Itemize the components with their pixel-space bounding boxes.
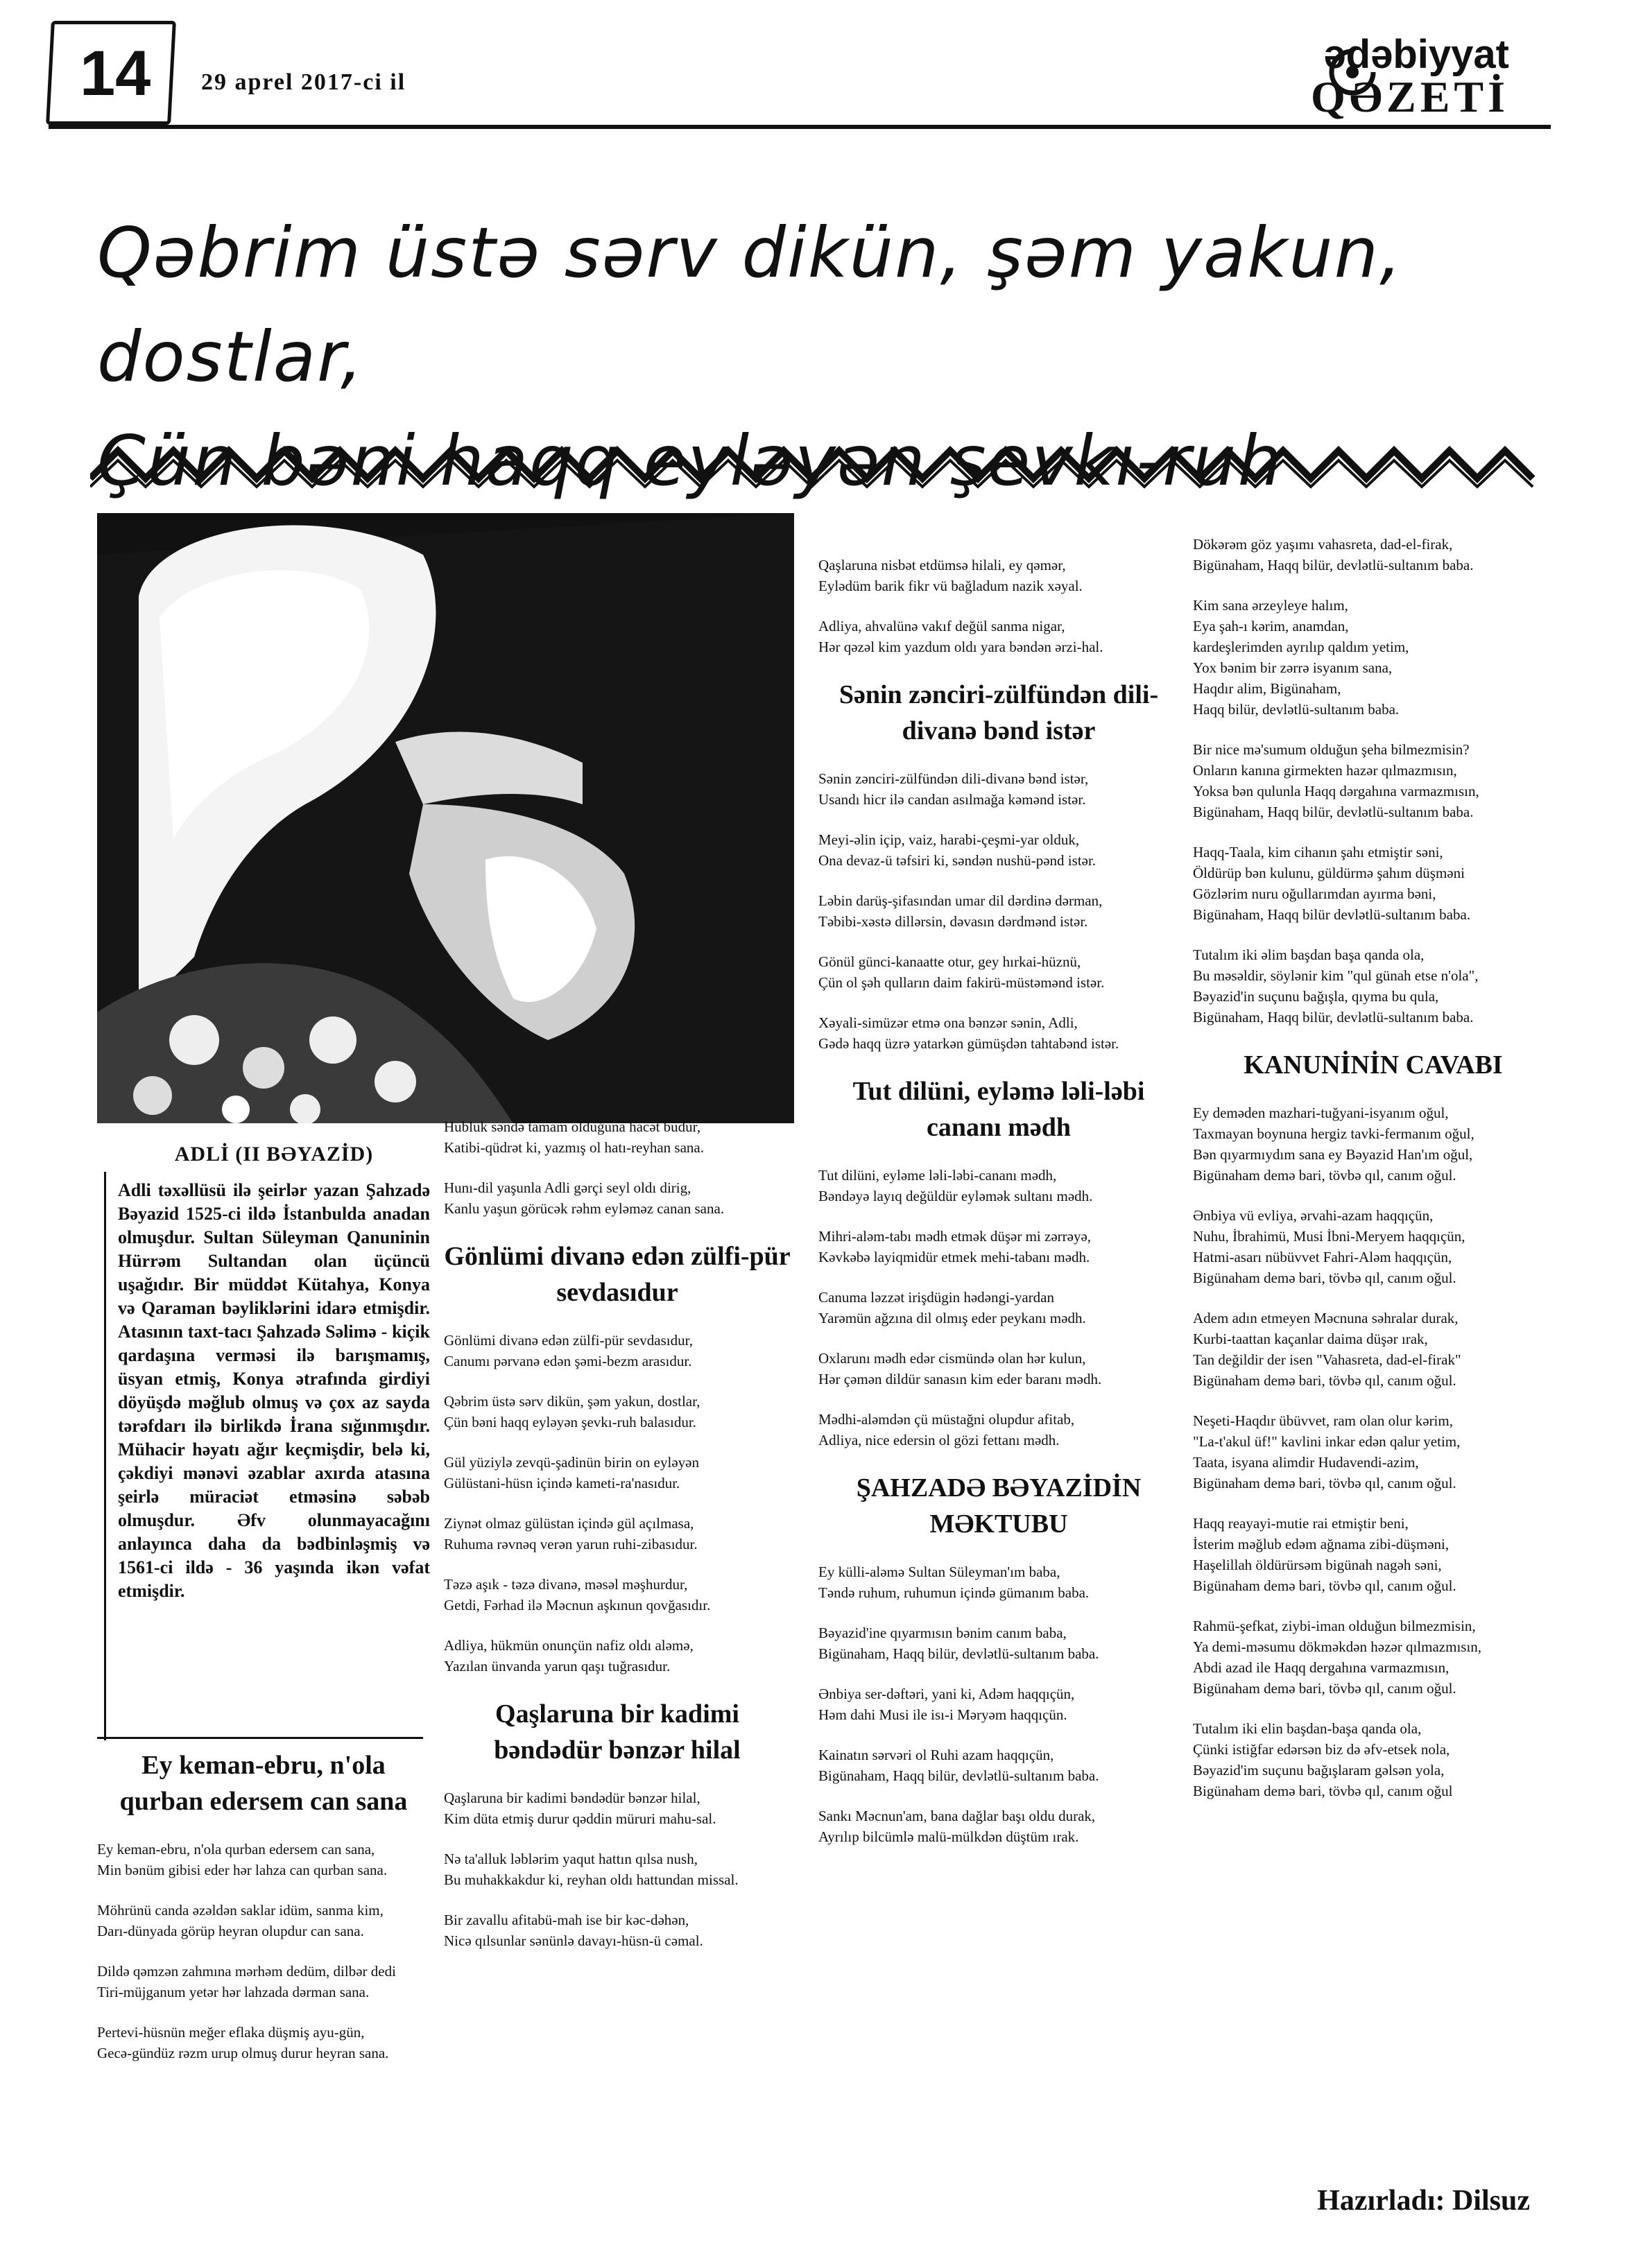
- stanza: [818, 1683, 1179, 1725]
- letter-title: ŞAHZADƏ BƏYAZİDİN MƏKTUBU: [856, 1473, 1142, 1539]
- verse-line: Gönül günci-kanaatte otur, gey hırkai-hüznü,: [818, 953, 1081, 970]
- verse-line: Çünki istiğfar edərsən biz də əfv-etsek nola,: [1193, 1741, 1450, 1758]
- poem-body: [444, 1787, 791, 1951]
- verse-line: Usandı hicr ilə candan asılmağa kəmənd istər.: [818, 791, 1086, 808]
- poem-title: Ey keman-ebru, n'ola qurban edersem can sana: [119, 1751, 408, 1816]
- poem-title: Sənin zənciri-zülfündən dili-divanə bənd istər: [839, 680, 1159, 745]
- verse-line: Tiri-müjganum yetər hər lahzada dərman sana.: [97, 1984, 370, 2000]
- verse-line: Tan değildir der isen "Vahasreta, dad-el-firak": [1193, 1351, 1461, 1368]
- verse-line: Mihri-aləm-tabı mədh etmək düşər mi zərrəyə,: [818, 1228, 1092, 1245]
- logo-line-1: ədəbiyyat: [1323, 32, 1509, 77]
- stanza: [97, 1900, 430, 1941]
- stanza: [818, 829, 1179, 871]
- verse-line: Kim sana ərzeyleye halım,: [1193, 597, 1348, 614]
- stanza: [818, 1012, 1179, 1054]
- poem-continuation: [444, 1116, 791, 1219]
- verse-line: Gecə-gündüz rəzm urup olmuş durur heyran sana.: [97, 2045, 389, 2061]
- stanza: [444, 1330, 791, 1371]
- letter-body: [818, 1561, 1179, 1847]
- verse-line: Yazılan ünvanda yarun qaşı tuğrasıdur.: [444, 1658, 671, 1674]
- verse-line: Ənbiya vü evliya, ərvahi-azam haqqıçün,: [1193, 1207, 1434, 1224]
- stanza: [818, 768, 1179, 810]
- verse-line: Min bənüm gibisi eder hər lahza can qurban sana.: [97, 1862, 388, 1878]
- verse-line: Bir nice mə'sumum olduğun şeha bilmezmisin?: [1193, 741, 1470, 758]
- verse-line: Ya demi-məsumu dökməkdən həzər qılmazmısın,: [1193, 1638, 1482, 1655]
- verse-line: Eya şah-ı kərim, anamdan,: [1193, 618, 1349, 634]
- verse-line: Adliya, nice edersin ol gözi fettanı mədh.: [818, 1432, 1060, 1448]
- verse-line: Bigünaham demə bari, tövbə qıl, canım oğul.: [1193, 1577, 1456, 1594]
- portrait-photo: [97, 513, 794, 1123]
- stanza: [1193, 842, 1554, 925]
- verse-line: Haşelillah öldürürsəm bigünah nagəh səni,: [1193, 1557, 1442, 1573]
- verse-line: Qaşlaruna nisbət etdümsə hilali, ey qəmər,: [818, 557, 1066, 573]
- poem-body: [818, 768, 1179, 1054]
- verse-line: Hubluk səndə tamam olduğuna hacət budur,: [444, 1118, 701, 1135]
- verse-line: Taata, isyana alimdir Hudavendi-azim,: [1193, 1454, 1419, 1471]
- headline-line-2: Çün bəni haqq eyləyən şevkı-ruh: [97, 420, 1284, 501]
- verse-line: Bigünaham demə bari, tövbə qıl, canım oğul.: [1193, 1270, 1456, 1286]
- stanza: [1193, 739, 1554, 822]
- bio-bottom-rule: [97, 1737, 423, 1739]
- verse-line: Haqq bilür, devlətlü-sultanım baba.: [1193, 701, 1400, 718]
- verse-line: Neşeti-Haqdır übüvvet, ram olan olur kərim,: [1193, 1412, 1453, 1429]
- verse-line: İsterim məğlub edəm ağnama zibi-düşməni,: [1193, 1536, 1450, 1552]
- verse-line: Ləbin darüş-şifasından umar dil dərdinə dərman,: [818, 892, 1103, 909]
- verse-line: Bigünaham demə bari, tövbə qıl, canım oğul.: [1193, 1475, 1456, 1491]
- verse-line: Hunı-dil yaşunla Adli gərçi seyl oldı dirig,: [444, 1179, 691, 1196]
- verse-line: Bən qıyarmıydım sana ey Bəyazid Han'ım oğul,: [1193, 1146, 1473, 1163]
- stanza: [818, 1561, 1179, 1603]
- column-2: [444, 1116, 791, 1971]
- verse-line: Bigünaham, Haqq bilür, devlətlü-sultanım baba.: [818, 1645, 1099, 1662]
- stanza: [1193, 944, 1554, 1028]
- verse-line: Ey külli-aləmə Sultan Süleyman'ım baba,: [818, 1564, 1060, 1580]
- verse-line: Haqq-Taala, kim cihanın şahı etmiştir səni,: [1193, 844, 1443, 860]
- verse-line: Gülüstani-hüsn içində kameti-ra'nasıdur.: [444, 1475, 680, 1491]
- verse-line: Taxmayan boynuna hergiz tavki-fermanım oğul,: [1193, 1125, 1474, 1142]
- stanza: [818, 1806, 1179, 1847]
- stanza: [444, 1787, 791, 1829]
- verse-line: Katibi-qüdrət ki, yazmış ol hatı-reyhan sana.: [444, 1139, 704, 1156]
- verse-line: Bigünaham demə bari, tövbə qıl, canım oğul.: [1193, 1167, 1456, 1184]
- verse-line: Gədə haqq üzrə yatarkən gümüşdən tahtabənd istər.: [818, 1035, 1119, 1052]
- verse-line: Abdi azad ile Haqq dergahına varmazmısın,: [1193, 1659, 1450, 1676]
- verse-line: Tutalım iki elin başdan-başa qanda ola,: [1193, 1720, 1422, 1737]
- page-number: 14: [80, 38, 151, 109]
- verse-line: Mədhi-aləmdən çü müstağni olupdur afitab,: [818, 1411, 1075, 1428]
- verse-line: Canuma ləzzət irişdügin hədəngi-yardan: [818, 1289, 1054, 1306]
- newspaper-logo: [1310, 32, 1509, 121]
- verse-line: Bigünaham, Haqq bilür, devlətlü-sultanım baba.: [1193, 1009, 1474, 1025]
- verse-line: Haqdır alim, Bigünaham,: [1193, 680, 1341, 697]
- stanza: [97, 1839, 430, 1880]
- stanza: [1193, 1308, 1554, 1391]
- verse-line: Gözlərim nuru oğullarımdan ayırma bəni,: [1193, 885, 1436, 902]
- stanza: [818, 1287, 1179, 1328]
- verse-line: Çün bəni haqq eyləyən şevkı-ruh balasıdur.: [444, 1414, 696, 1430]
- verse-line: Darı-dünyada görüp heyran olupdur can sana.: [97, 1923, 364, 1939]
- stanza: [444, 1910, 791, 1951]
- stanza: [818, 951, 1179, 993]
- verse-line: Bigünaham, Haqq bilür, devlətlü-sultanım baba.: [1193, 557, 1474, 573]
- verse-line: Bəyazid'ine qıyarmısın bənim canım baba,: [818, 1625, 1067, 1641]
- issue-date: 29 aprel 2017-ci il: [201, 69, 406, 95]
- stanza: [818, 616, 1179, 657]
- column-3: [818, 555, 1179, 1867]
- stanza: [818, 1165, 1179, 1206]
- verse-line: Bəyazid'im suçunu bağışlaram gəlsən yola,: [1193, 1762, 1445, 1778]
- verse-line: Rahmü-şefkat, ziybi-iman olduğun bilmezmisin,: [1193, 1618, 1476, 1634]
- stanza: [1193, 1513, 1554, 1596]
- verse-line: Canumı pərvanə edən şəmi-bezm arasıdur.: [444, 1353, 692, 1369]
- verse-line: Kainatın sərvəri ol Ruhi azam haqqıçün,: [818, 1747, 1054, 1763]
- verse-line: Ayrılıp bilcümlə malü-mülkdən düştüm ırak.: [818, 1828, 1079, 1845]
- verse-line: Qəbrim üstə sərv dikün, şəm yakun, dostlar,: [444, 1393, 700, 1410]
- reply-title: KANUNİNİN CAVABI: [1244, 1050, 1503, 1080]
- stanza: [818, 555, 1179, 596]
- stanza: [818, 890, 1179, 932]
- poem-continuation: [818, 555, 1179, 657]
- stanza: [97, 1961, 430, 2002]
- verse-line: Gül yüziylə zevqü-şadinün birin on eyləyən: [444, 1454, 699, 1471]
- stanza: [444, 1635, 791, 1677]
- poem-body: [444, 1330, 791, 1677]
- verse-line: Tut dilüni, eyləme ləli-ləbi-cananı mədh,: [818, 1167, 1057, 1184]
- verse-line: Sankı Məcnun'am, bana dağlar başı oldu durak,: [818, 1808, 1096, 1824]
- verse-line: Adliya, hükmün onunçün nafiz oldı aləmə,: [444, 1637, 694, 1654]
- stanza: [1193, 1410, 1554, 1494]
- verse-line: Ruhuma rəvnəq verən yarun ruhi-zibasıdur.: [444, 1536, 698, 1552]
- verse-line: Möhrünü canda əzəldən saklar idüm, sanma kim,: [97, 1902, 384, 1919]
- verse-line: Adem adın etmeyen Məcnuna səhralar durak,: [1193, 1310, 1459, 1326]
- stanza: [444, 1574, 791, 1616]
- verse-line: Kəvkəbə layiqmidür etmek mehi-tabanı mədh.: [818, 1249, 1090, 1265]
- stanza: [97, 2022, 430, 2063]
- stanza: [444, 1513, 791, 1555]
- zigzag-ornament: [90, 437, 1554, 492]
- stanza: [444, 1391, 791, 1432]
- verse-line: Kurbi-taattan kaçanlar daima düşər ırak,: [1193, 1331, 1428, 1347]
- verse-line: Haqq reayayi-mutie rai etmiştir beni,: [1193, 1515, 1409, 1532]
- poem-title: Qaşlaruna bir kadimi bəndədür bənzər hilal: [494, 1699, 741, 1765]
- stanza: [444, 1177, 791, 1219]
- verse-line: Kanlu yaşun görücək rəhm eyləməz canan sana.: [444, 1200, 725, 1217]
- verse-line: Getdi, Fərhad ilə Məcnun aşkınun qovğasıdır.: [444, 1597, 711, 1613]
- verse-line: Bigünaham demə bari, tövbə qıl, canım oğul.: [1193, 1372, 1456, 1389]
- stanza: [1193, 595, 1554, 720]
- poem-title: Gönlümi divanə edən zülfi-pür sevdasıdur: [444, 1242, 791, 1307]
- verse-line: Hər çəmən dildür sanasın kim eder baranı mədh.: [818, 1371, 1102, 1387]
- verse-line: Meyi-əlin içip, vaiz, harabi-çeşmi-yar olduk,: [818, 831, 1080, 848]
- verse-line: Eylədüm barik fikr vü bağladum nazik xəyal.: [818, 578, 1083, 594]
- verse-line: Xəyali-simüzər etmə ona bənzər sənin, Adli,: [818, 1014, 1078, 1031]
- verse-line: Hatmi-asarı nübüvvet Fahri-Aləm haqqıçün,: [1193, 1249, 1452, 1265]
- column-4: [1193, 534, 1554, 1821]
- verse-line: Kim düta etmiş durur qəddin müruri mahu-sal.: [444, 1810, 716, 1827]
- verse-line: Ona devaz-ü təfsiri ki, səndən nushü-pənd istər.: [818, 852, 1096, 869]
- verse-line: Dildə qəmzən zahmına mərhəm dedüm, dilbər dedi: [97, 1963, 396, 1980]
- verse-line: Gönlümi divanə edən zülfi-pür sevdasıdur,: [444, 1332, 693, 1349]
- verse-line: Nə ta'alluk ləblərim yaqut hattın qılsa nush,: [444, 1851, 698, 1867]
- stanza: [818, 1622, 1179, 1664]
- verse-line: Ey keman-ebru, n'ola qurban edersem can sana,: [97, 1841, 375, 1858]
- verse-line: Qaşlaruna bir kadimi bəndədür bənzər hilal,: [444, 1790, 700, 1806]
- verse-line: Sənin zənciri-zülfündən dili-divanə bənd istər,: [818, 770, 1089, 787]
- stanza: [1193, 1102, 1554, 1186]
- stanza: [1193, 1616, 1554, 1699]
- verse-line: Oxlarunı mədh edər cismündə olan hər kulun,: [818, 1350, 1086, 1367]
- verse-line: Təzə aşık - təzə divanə, məsəl məşhurdur,: [444, 1576, 688, 1593]
- verse-line: Bəndəyə layıq değüldür eyləmək sultanı mədh.: [818, 1188, 1093, 1204]
- stanza: [444, 1849, 791, 1890]
- verse-line: Nicə qılsunlar sənünlə davayı-hüsn-ü cəmal.: [444, 1932, 703, 1949]
- poem-body: [818, 1165, 1179, 1451]
- stanza: [1193, 1718, 1554, 1801]
- reply-body: [1193, 1102, 1554, 1801]
- verse-line: Bigünaham, Haqq bilür, devlətlü-sultanım baba.: [818, 1767, 1099, 1784]
- verse-line: Bigünaham demə bari, tövbə qıl, canım oğul: [1193, 1783, 1453, 1799]
- poem-title: Tut dilüni, eyləmə ləli-ləbi cananı mədh: [852, 1077, 1145, 1142]
- stanza: [1193, 534, 1554, 575]
- verse-line: Hər qəzəl kim yazdum oldı yara bəndən ərzi-hal.: [818, 639, 1103, 655]
- verse-line: Bu məsəldir, söylənir kim "qul günah etse n'ola",: [1193, 967, 1479, 984]
- bio-side-rule: [104, 1172, 106, 1740]
- verse-line: Tutalım iki əlim başdan başa qanda ola,: [1193, 946, 1425, 963]
- stanza: [818, 1226, 1179, 1267]
- verse-line: Ey deməden mazhari-tuğyani-isyanım oğul,: [1193, 1105, 1449, 1121]
- column-1: [97, 1747, 430, 2083]
- verse-line: Yox bənim bir zərrə isyanım sana,: [1193, 659, 1393, 676]
- verse-line: Yarəmün ağzına dil olmış eder peykanı mədh.: [818, 1310, 1086, 1326]
- verse-line: Təndə ruhum, ruhumun içində gümanım baba.: [818, 1584, 1090, 1601]
- verse-line: Nuhu, İbrahimü, Musi İbni-Meryem haqqıçün,: [1193, 1228, 1465, 1245]
- verse-line: Təbibi-xəstə dillərsin, dəvasın dərdmənd istər.: [818, 913, 1088, 930]
- verse-line: Bu muhakkakdur ki, reyhan oldı hattundan missal.: [444, 1871, 739, 1888]
- verse-line: "La-t'akul üf!" kavlini inkar edən qalur yetim,: [1193, 1433, 1461, 1450]
- bio-heading: ADLİ (II BƏYAZİD): [174, 1143, 374, 1166]
- verse-line: Bigünaham demə bari, tövbə qıl, canım oğul.: [1193, 1680, 1456, 1697]
- verse-line: Adliya, ahvalünə vakıf değül sanma nigar,: [818, 618, 1065, 634]
- verse-line: Yoksa bən qulunla Haqq dərgahına varmazmısın,: [1193, 783, 1479, 799]
- verse-line: Həm dahi Musi ile isı-i Məryəm haqqıçün.: [818, 1706, 1067, 1723]
- verse-line: Çün ol şəh qulların daim fakirü-müstəmənd istər.: [818, 974, 1105, 991]
- bio-box: [118, 1144, 430, 1603]
- verse-line: Pertevi-hüsnün meğer eflaka düşmiş ayu-gün,: [97, 2024, 365, 2041]
- stanza: [444, 1116, 791, 1158]
- verse-line: Öldürüp bən kulunu, güldürmə şahım düşməni: [1193, 865, 1465, 881]
- headline-line-1: Qəbrim üstə sərv dikün, şəm yakun, dostlar,: [97, 212, 1403, 397]
- stanza: [818, 1348, 1179, 1390]
- stanza: [444, 1452, 791, 1494]
- verse-line: Ənbiya ser-dəftəri, yani ki, Adəm haqqıçün,: [818, 1686, 1075, 1702]
- stanza: [818, 1409, 1179, 1451]
- verse-line: Dökərəm göz yaşımı vahasreta, dad-el-firak,: [1193, 536, 1453, 553]
- stanza: [1193, 1205, 1554, 1288]
- verse-line: Onların kanına girmekten hazər qılmazmısın,: [1193, 762, 1457, 779]
- poem-body: [97, 1839, 430, 2063]
- verse-line: Bir zavallu afitabü-mah ise bir kəc-dəhən,: [444, 1912, 689, 1928]
- header-rule: [49, 125, 1551, 129]
- bio-text: Adli təxəllüsü ilə şeirlər yazan Şahzadə Bəyazid 1525-ci ildə İstanbulda anadan olmuşdur. Sultan Süleyman Qanuninin Hürrəm Sultandan olan üçüncü uşağıdır. Bir müddət Kütahya, Konya və Qaraman bəyliklərini idarə etmişdir. Atasının taxt-tacı Şahzadə Səlimə - kiçik qardaşına verməsi ilə barışmamış, üsyan etmiş, Konya ətrafında girdiyi döyüşdə məğlub olmuş və çox az sayda tərəfdarı ilə birlikdə İrana sığınmışdır. Mühacir həyatı ağır keçmişdir, belə ki, çəkdiyi mənəvi əzablar axırda atasına şeirlə müraciət etməsinə səbəb olmuşdur. Əfv olunmayacağını anlayınca daha da bədbinləşmiş və 1561-ci ildə - 36 yaşında ikən vəfat etmişdir.: [118, 1180, 430, 1601]
- stanza: [818, 1745, 1179, 1786]
- letter-continuation: [1193, 534, 1554, 1028]
- verse-line: kardeşlerimden ayrılıp qaldım yetim,: [1193, 639, 1409, 655]
- credit-line: Hazırladı: Dilsuz: [1317, 2185, 1530, 2217]
- logo-line-2: QƏZETİ: [1310, 72, 1509, 121]
- verse-line: Bigünaham, Haqq bilür devlətlü-sultanım baba.: [1193, 906, 1471, 923]
- verse-line: Bigünaham, Haqq bilür, devlətlü-sultanım baba.: [1193, 804, 1474, 820]
- verse-line: Bəyazid'in suçunu bağışla, qıyma bu qula,: [1193, 988, 1439, 1005]
- verse-line: Ziynət olmaz gülüstan içində gül açılmasa,: [444, 1515, 694, 1532]
